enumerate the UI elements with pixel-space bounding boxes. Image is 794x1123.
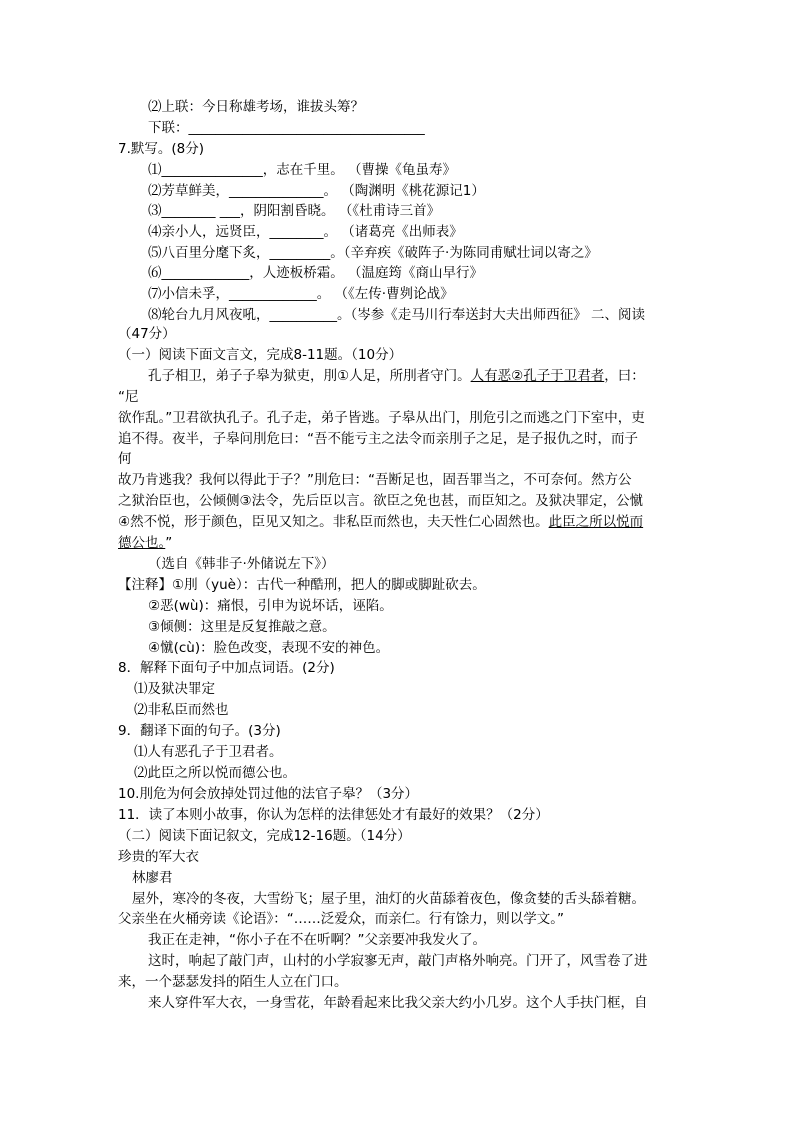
question-9-item: ⑴人有恶孔子于卫君者。 <box>134 744 283 760</box>
part1-heading: （一）阅读下面文言文，完成8-11题。（10分） <box>118 347 403 363</box>
question-10: 10.刖危为何会放掉处罚过他的法官子皋？（3分） <box>118 786 419 802</box>
question-8-item: ⑵非私臣而然也 <box>134 702 229 718</box>
classical-text-line <box>118 534 172 552</box>
classical-text-line: 何 <box>118 451 132 467</box>
article-line: 来，一个瑟瑟发抖的陌生人立在门口。 <box>118 974 348 990</box>
couplet-upper: ⑵上联：今日称雄考场，谁拔头筹？ <box>148 99 364 115</box>
couplet-lower-blank: 下联：___________________________________ <box>148 120 425 136</box>
dictation-item: ⑹_____________，人迹板桥霜。 （温庭筠《商山早行》 <box>148 265 484 281</box>
dictation-item: ⑶________ ___，阴阳割昏晓。 （《杜甫诗三首》 <box>148 203 441 219</box>
classical-text-line: 故乃肯逃我？我何以得此于子？”刖危曰：“吾断足也，固吾罪当之，不可奈何。然方公 <box>118 472 632 488</box>
question-7-title: 7.默写。(8分) <box>118 141 205 157</box>
annotation: 【注释】①刖（yuè）：古代一种酷刑，把人的脚或脚趾砍去。 <box>118 577 486 593</box>
dictation-item: ⑻轮台九月风夜吼，__________。（岑参《走马川行奉送封大夫出师西征》 二、阅读 <box>148 307 646 323</box>
dictation-item: ⑵芳草鲜美，______________。 （陶渊明《桃花源记1） <box>148 183 485 199</box>
annotation: ③倾侧：这里是反复推敲之意。 <box>148 619 336 635</box>
underlined-sentence: 人有恶②孔子于卫君者 <box>470 368 605 384</box>
article-line: 来人穿件军大衣，一身雪花，年龄看起来比我父亲大约小几岁。这个人手扶门框，自 <box>148 995 648 1011</box>
dictation-item: ⑴_______________，志在千里。 （曹操《龟虽寿》 <box>148 162 457 178</box>
source-citation: （选自《韩非子·外储说左下》） <box>148 556 335 572</box>
question-9: 9．翻译下面的句子。(3分) <box>118 723 281 739</box>
question-8: 8．解释下面句子中加点词语。(2分) <box>118 660 335 676</box>
question-11: 11．读了本则小故事，你认为怎样的法律惩处才有最好的效果？（2分） <box>118 807 549 823</box>
text: ④然不悦，形于颜色，臣见又知之。非私臣而然也，夫天性仁心固然也。 <box>118 514 549 530</box>
article-line: 屋外，寒冷的冬夜，大雪纷飞；屋子里，油灯的火苗舔着夜色，像贪婪的舌头舔着糖。 <box>132 891 645 907</box>
dictation-item: ⑺小信未孚，_____________。 （《左传·曹刿论战》 <box>148 286 454 302</box>
underlined-sentence: 此臣之所以悦而 <box>548 514 644 530</box>
dictation-item: ⑷亲小人，远贤臣，________。 （诸葛亮《出师表》 <box>148 224 463 240</box>
classical-text-line: 欲作乱。”卫君欲执孔子。孔子走，弟子皆逃。子皋从出门，刖危引之而逃之门下室中，吏 <box>118 410 645 426</box>
article-line: 我正在走神，“你小子在不在听啊？”父亲要冲我发火了。 <box>148 932 486 948</box>
underlined-sentence: 德公也。 <box>118 535 166 551</box>
article-title: 珍贵的军大衣 <box>118 849 199 865</box>
classical-text-line: 追不得。夜半，子皋问刖危曰：“吾不能亏主之法令而亲刖子之足，是子报仇之时，而子 <box>118 431 638 447</box>
section-score: （47分） <box>118 326 176 342</box>
annotation: ②恶(wù)：痛恨，引申为说坏话，诬陷。 <box>148 598 393 614</box>
text: ” <box>165 535 173 551</box>
part2-heading: （二）阅读下面记叙文，完成12-16题。（14分） <box>118 828 411 844</box>
article-line: 父亲坐在火桶旁读《论语》：“……泛爱众，而亲仁。行有馀力，则以学文。” <box>118 911 564 927</box>
classical-text-line: 之狱治臣也，公倾侧③法令，先后臣以言。欲臣之免也甚，而臣知之。及狱决罪定，公憱 <box>118 493 644 509</box>
text: 孔子相卫，弟子子皋为狱吏，刖①人足，所刖者守门。 <box>148 368 471 384</box>
article-author: 林廖君 <box>132 870 173 886</box>
question-9-item: ⑵此臣之所以悦而德公也。 <box>134 765 296 781</box>
text: ，曰： <box>604 368 645 384</box>
classical-text-line <box>118 513 643 531</box>
annotation: ④憱(cù)：脸色改变，表现不安的神色。 <box>148 640 390 656</box>
dictation-item: ⑸八百里分麾下炙，_________。（辛弃疾《破阵子·为陈同甫赋壮词以寄之》 <box>148 245 598 261</box>
classical-text-line: “尼 <box>118 389 139 405</box>
article-line: 这时，响起了敲门声，山村的小学寂寥无声，敲门声格外响亮。门开了，风雪卷了进 <box>148 953 648 969</box>
question-8-item: ⑴及狱决罪定 <box>134 681 215 697</box>
classical-text-line <box>148 367 645 385</box>
